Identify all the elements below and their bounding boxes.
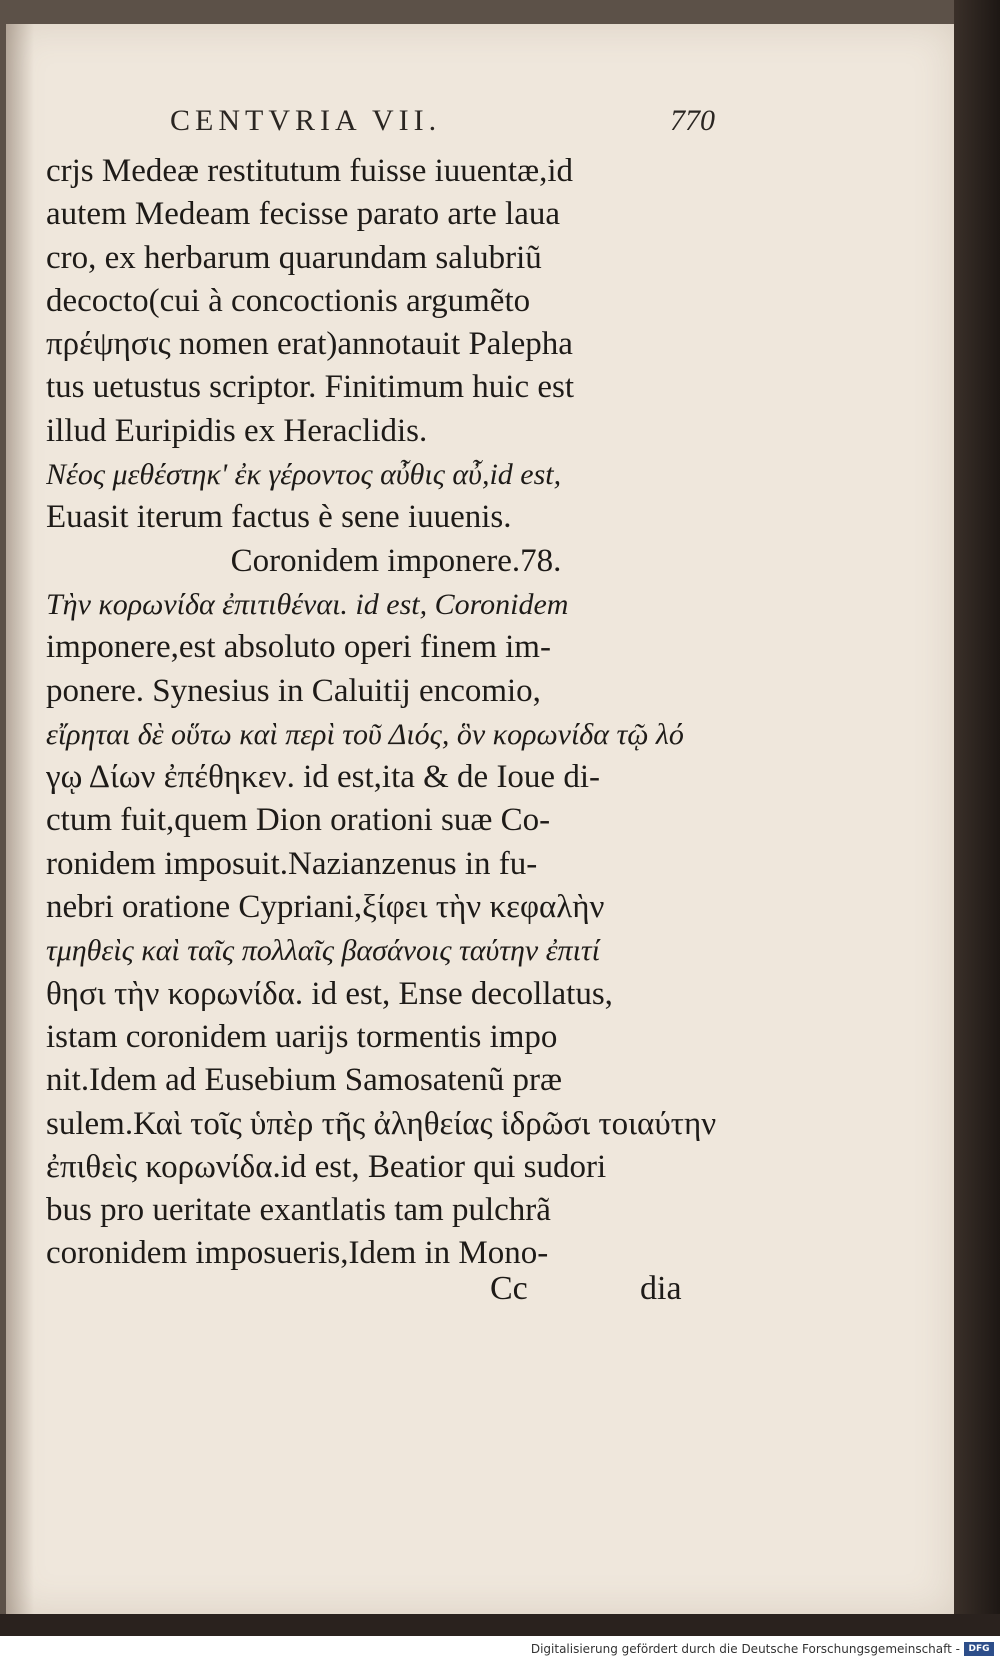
text-line: tus uetustus scriptor. Finitimum huic est	[46, 369, 574, 406]
text-line: nit.Idem ad Eusebium Samosatenũ præ	[46, 1062, 562, 1099]
text-line: imponere,est absoluto operi finem im-	[46, 629, 551, 666]
book-bottom-edge	[0, 1614, 1000, 1636]
text-line: sulem.Καὶ τοῖς ὑπὲρ τῆς ἀληθείας ἱδρῶσι τοιαύτην	[46, 1105, 717, 1142]
section-heading: Coronidem imponere.78.	[230, 542, 562, 579]
text-line: autem Medeam fecisse parato arte laua	[46, 196, 560, 233]
text-line: ἐπιθεὶς κορωνίδα.id est, Beatior qui sudori	[46, 1148, 607, 1185]
page-number: 770	[670, 104, 715, 137]
text-line: Euasit iterum factus è sene iuuenis.	[46, 499, 512, 536]
text-line-greek: Νέος μεθέστηκ' ἐκ γέροντος αὖθις αὖ,id est,	[46, 458, 562, 492]
dfg-logo: DFG	[964, 1642, 994, 1656]
text-line: istam coronidem uarijs tormentis impo	[46, 1018, 558, 1055]
text-line: bus pro ueritate exantlatis tam pulchrã	[46, 1192, 551, 1229]
signature-mark: Cc	[490, 1270, 528, 1307]
book-edge	[954, 0, 1000, 1636]
digitization-credit: Digitalisierung gefördert durch die Deutsche Forschungsgemeinschaft -	[530, 1642, 960, 1656]
text-line: illud Euripidis ex Heraclidis.	[46, 412, 428, 449]
text-line-greek: εἴρηται δὲ οὕτω καὶ περὶ τοῦ Διός, ὃν κορωνίδα τῷ λό	[46, 717, 684, 751]
text-line: crjs Medeæ restitutum fuisse iuuentæ,id	[46, 153, 574, 189]
text-line: ponere. Synesius in Caluitij encomio,	[46, 672, 541, 709]
text-line-greek: Τὴν κορωνίδα ἐπιτιθέναι. id est, Coronidem	[46, 587, 569, 621]
text-line: θησι τὴν κορωνίδα. id est, Ense decollatus,	[46, 975, 613, 1012]
running-head-title: CENTVRIA VII.	[170, 104, 442, 137]
text-line: ronidem imposuit.Nazianzenus in fu-	[46, 845, 538, 882]
text-line: decocto(cui à concoctionis argumẽto	[46, 282, 531, 319]
text-line: cro, ex herbarum quarundam salubriũ	[46, 239, 542, 276]
text-line-greek: τμηθεὶς καὶ ταῖς πολλαῖς βασάνοις ταύτην ἐπιτί	[46, 934, 600, 968]
text-line: ctum fuit,quem Dion orationi suæ Co-	[46, 802, 551, 839]
text-line: γῳ Δίων ἐπέθηκεν. id est,ita & de Ioue di-	[46, 759, 600, 796]
catchword: dia	[640, 1270, 682, 1307]
page-text	[46, 150, 746, 1276]
text-line: nebri oratione Cypriani,ξίφει τὴν κεφαλὴν	[46, 889, 605, 926]
text-line: coronidem imposueris,Idem in Mono-	[46, 1235, 549, 1272]
text-line: πρέψησις nomen erat)annotauit Palepha	[46, 326, 573, 363]
